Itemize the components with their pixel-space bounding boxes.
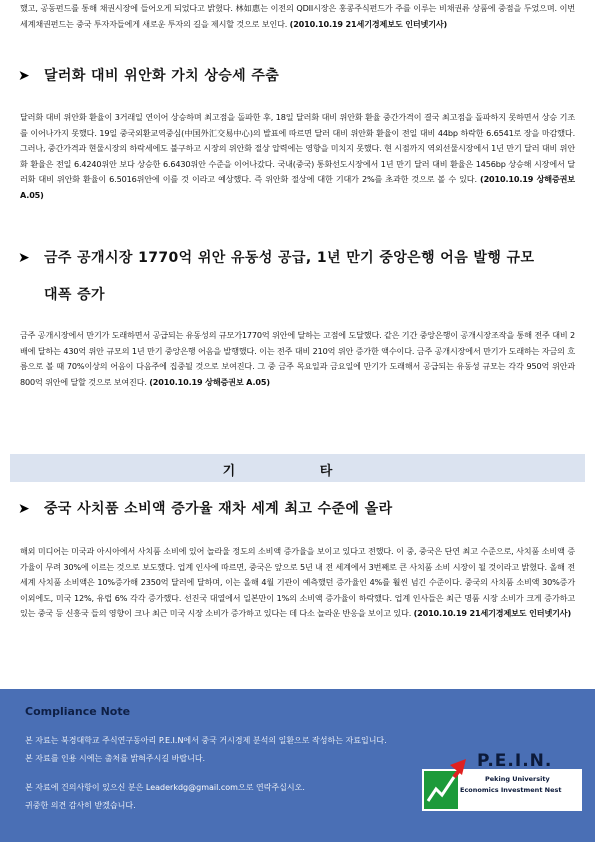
logo-subtitle: Peking University [485, 775, 550, 783]
section3-text: 해외 미디어는 미국과 아시아에서 사치품 소비에 있어 놀라울 정도의 소비액 증가율을 보이고 있다고 전했다. 이 중, 중국은 단연 최고 수준으로, 사치품 소비액 증가율이 무려 30%에 이르는 것으로 보도했다. 업계 인사에 따르면, 중국은 앞으로 5년 내 전 세계에서 3번째로 큰 사치품 소비 시장이 될 것이라고 밝혔다. 올해 전 세계 사치품 소비액은 10%증가해 2350억 달러에 달하며, 이는 올해 4월 기관이 예측했던 증가율인 4%를 훨씬 넘긴 수준이다. 중국의 사치품 소비액 30%증가 이외에도, 미국 12%, 유럽 6% 각각 증가했다. 선진국 대열에서 일본만이 1%의 소비액 증가율이 하락했다. 업계 인사들은 최근 명품 시장 소비가 크게 증가하고 있는 중국 등 신흥국 들의 영향이 크나 최근 미국 시장 소비가 증가하고 있다는 데 다소 놀라운 반응을 보이고 있다. [20, 546, 575, 619]
intro-paragraph [20, 1, 575, 32]
logo-subtitle: Economics Investment Nest [460, 786, 562, 794]
section1-source: (2010.10.19 상해증권보 A.05) [20, 174, 575, 200]
section3-heading [18, 491, 583, 528]
section1-text: 달러화 대비 위안화 환율이 3거래일 연이어 상승하며 최고점을 돌파한 후, 18일 달러화 대비 위안화 환율 중간가격이 결국 최고점을 돌파하지 못하면서 상승 기조를 이어나가지 못했다. 19일 중국외환교역중심(中国外汇交易中心)의 발표에 따르면 달러 대비 위안화 환율이 전일 대비 44bp 하락한 6.6541로 장을 마감했다. 그러나, 중간가격과 현물시장의 하락세에도 불구하고 시장의 위안화 절상 압력에는 영향을 미치지 못했다. 현 시점까지 역외선물시장에서 1년 만기 달러 대비 위안화 환율은 전일 6.4240위안 보다 상승한 6.6430위안 수준을 이어나갔다. 국내(중국) 통화선도시장에서 1년 만기 달러 대비 환율은 1456bp 상승해 시장에서 달러화 대비 위안화 환율이 6.5016위안에 이를 것 이라고 예상했다. 즉 위안화 절상에 대한 기대가 2%를 초과한 것으로 볼 수 있다. [20, 112, 575, 185]
compliance-footer [0, 689, 595, 842]
arrow-bullet-icon: ➤ [18, 501, 31, 517]
section2-paragraph [20, 328, 575, 390]
section2-heading-text: 금주 공개시장 1770억 위안 유동성 공급, 1년 만기 중앙은행 어음 발행 규모 [44, 250, 535, 266]
section2-text: 금주 공개시장에서 만기가 도래하면서 공급되는 유동성의 규모가1770억 위안에 달하는 고점에 도달했다. 같은 기간 중앙은행이 공개시장조작을 통해 전주 대비 2배에 달하는 430억 위안 규모의 1년 만기 중앙은행 어음을 발행했다. 이는 전주 대비 210억 위안 증가한 액수이다. 금주 공개시장에서 만기가 도래하는 자금의 흐름으로 볼 때 70%이상의 어음이 다음주에 집중될 것으로 보여진다. 그 중 금주 목요일과 금요일에 만기가 도래해서 공급되는 유동성 규모는 각각 950억 위안과 800억 위안에 달할 것으로 보여진다. [20, 330, 575, 387]
section2-heading [18, 240, 583, 314]
compliance-line: 본 자료는 북경대학교 주식연구동아리 P.E.I.N에서 중국 거시경제 분석의 일환으로 작성하는 자료입니다. [25, 736, 387, 745]
compliance-line: 본 자료를 인용 시에는 출처를 밝혀주시길 바랍니다. [25, 754, 206, 763]
band-title: 기 타 [222, 464, 373, 479]
intro-source: (2010.10.19 21세기경제보도 인터넷기사) [289, 18, 448, 29]
compliance-line: 본 자료에 건의사항이 있으신 분은 Leaderkdg@gmail.com으로 연락주십시오. [25, 783, 305, 792]
section2-heading-cont: 대폭 증가 [44, 287, 105, 303]
compliance-title: Compliance Note [25, 705, 131, 718]
section1-paragraph [20, 110, 575, 204]
logo-name: P.E.I.N. [477, 751, 553, 771]
section3-heading-text: 중국 사치품 소비액 증가율 재차 세계 최고 수준에 올라 [44, 501, 393, 517]
section-band [10, 454, 585, 482]
section3-source: (2010.10.19 21세기경제보도 인터넷기사) [413, 608, 572, 619]
arrow-bullet-icon: ➤ [18, 68, 31, 84]
arrow-bullet-icon: ➤ [18, 250, 31, 266]
section2-source: (2010.10.19 상해증권보 A.05) [149, 376, 270, 387]
section1-heading [18, 58, 583, 95]
intro-text: 했고, 공동펀드를 통해 채권시장에 들어오게 되었다고 밝혔다. 林如惠는 이전의 QDII시장은 홍콩주식펀드가 주를 이루는 비채권류 상품에 중점을 두었으며. 이번 세계채권펀드는 중국 투자자들에게 새로운 투자의 길을 제시할 것으로 보인다. [20, 3, 575, 29]
section1-heading-text: 달러화 대비 위안화 가치 상승세 주춤 [44, 68, 280, 84]
compliance-line: 귀중한 의견 감사히 받겠습니다. [25, 801, 136, 810]
section3-paragraph [20, 544, 575, 622]
